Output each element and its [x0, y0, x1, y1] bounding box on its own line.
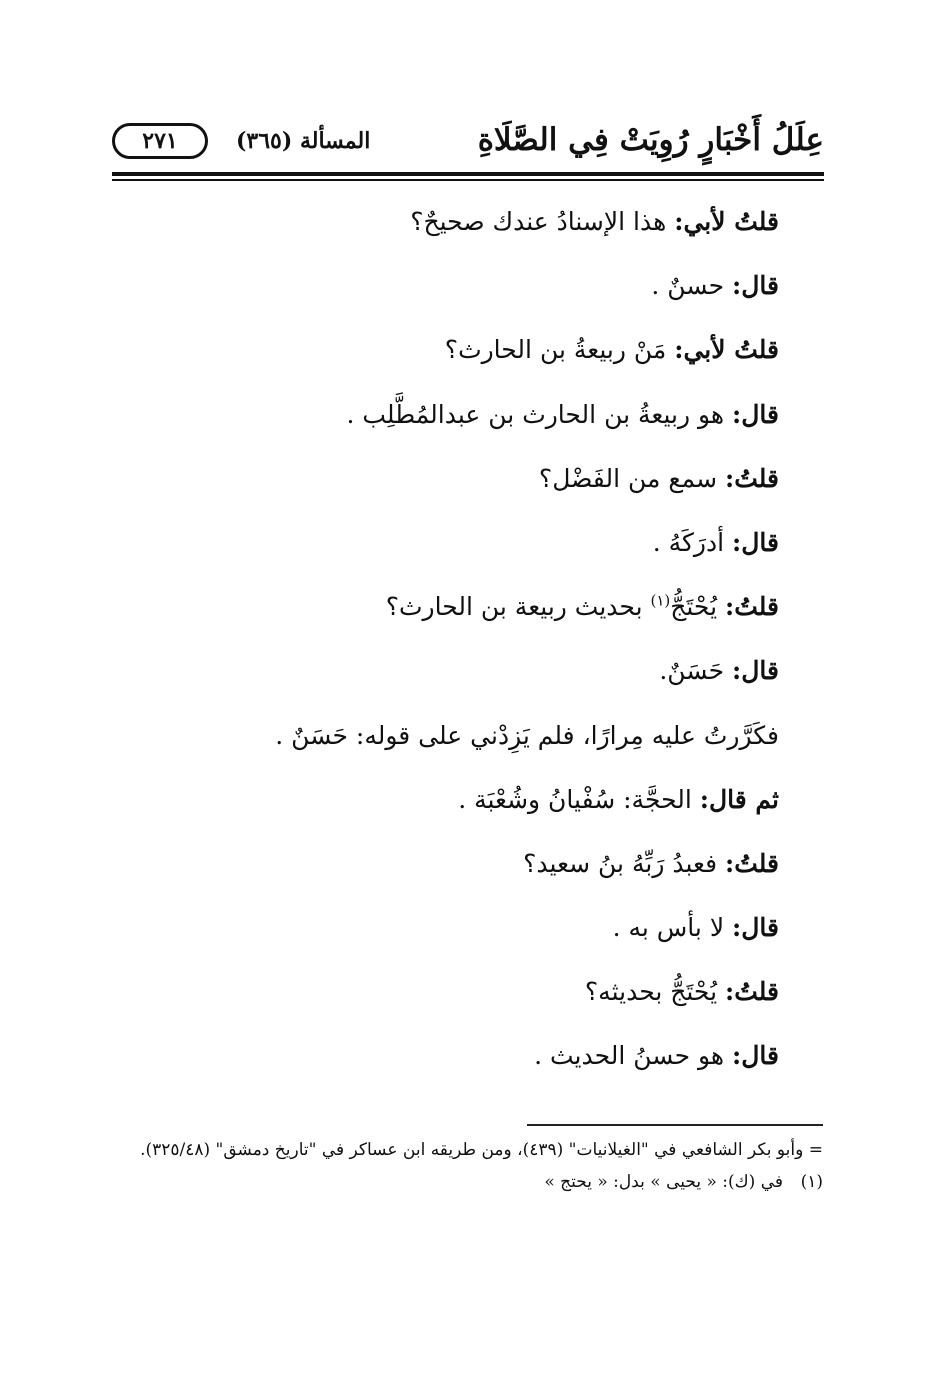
dialogue-line [139, 517, 779, 581]
dialogue-line [139, 838, 779, 902]
speaker-label: قلتُ: [724, 977, 779, 1007]
dialogue-line [139, 196, 779, 260]
dialogue-line [139, 453, 779, 517]
speaker-label: قلتُ لأبي: [674, 335, 779, 365]
header-rule-thick [112, 172, 824, 176]
dialogue-line [139, 581, 779, 645]
speaker-label: قال: [732, 913, 779, 943]
line-text: فكَرَّرتُ عليه مِرارًا، فلم يَزِدْني على قوله: حَسَنٌ . [275, 720, 779, 750]
dialogue-line [139, 260, 779, 324]
line-text: يُحْتَجُّ [670, 592, 725, 622]
footnote-number: (١) [800, 1172, 823, 1192]
footnote-reference[interactable]: (١) [650, 591, 671, 610]
line-text: أدرَكَهُ . [652, 527, 733, 557]
line-text: لا بأس به . [612, 913, 733, 943]
line-text: الحجَّة: سُفْيانُ وشُعْبَة . [458, 784, 700, 814]
speaker-label: قلتُ لأبي: [674, 207, 779, 236]
page-number: ٢٧١ [112, 123, 208, 159]
speaker-label: قلتُ: [724, 848, 779, 878]
speaker-label: قال: [732, 527, 779, 557]
line-text: حَسَنٌ. [659, 656, 733, 686]
dialogue-line [139, 1030, 779, 1094]
header-rule-thin [112, 179, 824, 181]
footnote-separator [527, 1124, 823, 1126]
book-title: عِلَلُ أَخْبَارٍ رُوِيَتْ فِي الصَّلَاةِ [477, 122, 824, 158]
speaker-label: قال: [732, 1041, 779, 1071]
speaker-label: قلتُ: [724, 463, 779, 493]
line-text: فعبدُ رَبِّهُ بنُ سعيد؟ [523, 848, 725, 878]
line-text: بحديث ربيعة بن الحارث؟ [385, 592, 651, 622]
line-text: مَنْ ربيعةُ بن الحارث؟ [444, 335, 675, 365]
dialogue-line [139, 710, 779, 774]
line-text: حسنٌ . [651, 271, 733, 301]
dialogue-line [139, 324, 779, 388]
dialogue-line [139, 645, 779, 709]
speaker-label: قلتُ: [724, 592, 779, 622]
running-header [112, 118, 824, 164]
issue-label: المسألة (٣٦٥) [236, 128, 371, 154]
line-text: سمع من الفَضْل؟ [538, 463, 725, 493]
dialogue-line [139, 389, 779, 453]
line-text: يُحْتَجُّ بحديثه؟ [584, 977, 725, 1007]
footnote-text: في (ك): « يحيى » بدل: « يحتج » [544, 1172, 783, 1192]
dialogue-line [139, 774, 779, 838]
footnote-1 [111, 1167, 823, 1197]
speaker-label: قال: [732, 271, 779, 301]
line-text: هو حسنُ الحديث . [534, 1041, 733, 1071]
line-text: هو ربيعةُ بن الحارث بن عبدالمُطَّلِب . [346, 399, 733, 429]
dialogue-line [139, 902, 779, 966]
speaker-label: ثم قال: [699, 784, 779, 814]
dialogue-line [139, 966, 779, 1030]
footnote-continuation: = وأبو بكر الشافعي في "الغيلانيات" (٤٣٩)، ومن طريقه ابن عساكر في "تاريخ دمشق" (٣٢٥/٤٨). [140, 1140, 823, 1160]
dialogue-text [139, 196, 779, 1095]
footnotes [111, 1135, 823, 1197]
speaker-label: قال: [732, 399, 779, 429]
speaker-label: قال: [732, 656, 779, 686]
line-text: هذا الإسنادُ عندك صحيحٌ؟ [410, 207, 675, 236]
